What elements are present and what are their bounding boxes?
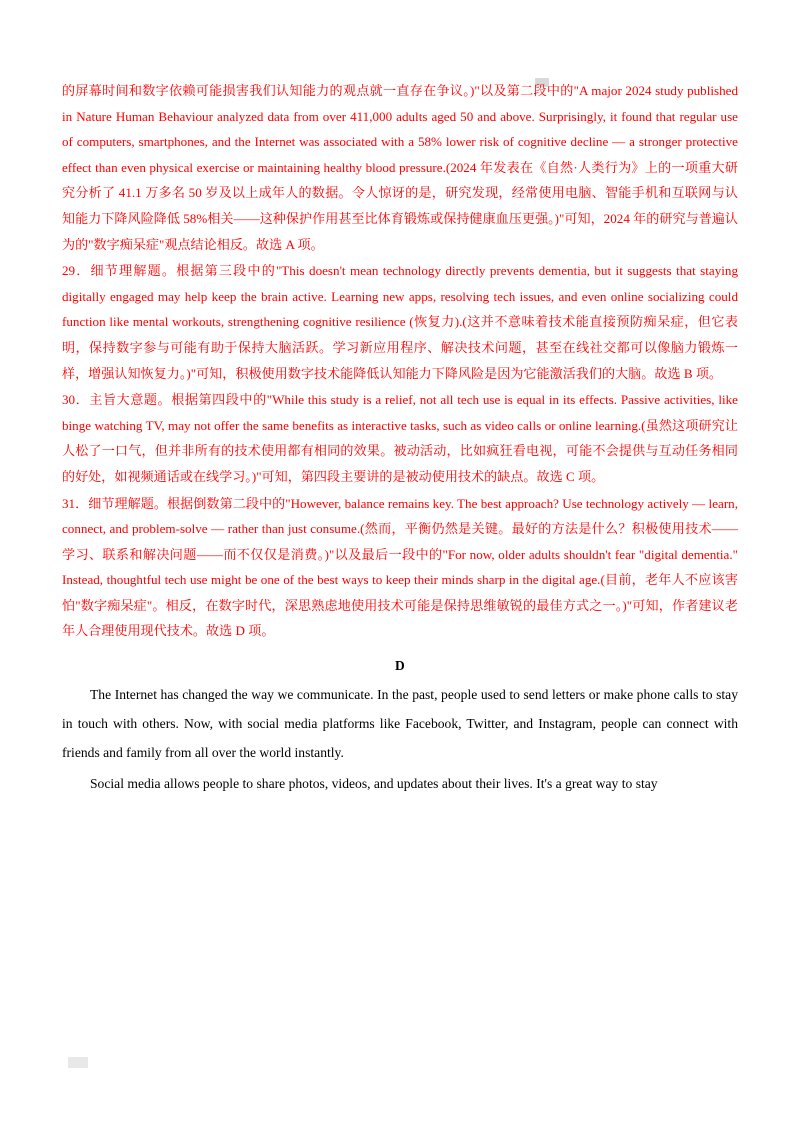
explanation-paragraph-31: 31．细节理解题。根据倒数第二段中的"However, balance remains key. The best approach? Use technology actively — learn, connect, and problem-solve — rather than just consume.(然而，平衡仍然是关键。最好的方法是什么？积极使用技术——学习、联系和解决问题——而不仅仅是消费。)"以及最后一段中的"For now, older adults shouldn't fear "digital dementia." Instead, thoughtful tech use might be one of the best ways to keep their minds sharp in the digital age.(目前，老年人不应该害怕"数字痴呆症"。相反，在数字时代，深思熟虑地使用技术可能是保持思维敏锐的最佳方式之一。)"可知，作者建议老年人合理使用现代技术。故选 D 项。 — [62, 495, 738, 639]
passage-paragraph-1: The Internet has changed the way we communicate. In the past, people used to send letters or make phone calls to stay in touch with others. Now, with social media platforms like Facebook, Twitter, and Instagram, people can connect with friends and family from all over the world instantly. — [62, 687, 738, 761]
passage-section-label: D — [394, 658, 406, 674]
footer-marker — [68, 1057, 88, 1068]
passage-paragraph-2: Social media allows people to share photos, videos, and updates about their lives. It's a great way to stay — [90, 776, 658, 792]
explanation-paragraph-29: 29．细节理解题。根据第三段中的"This doesn't mean technology directly prevents dementia, but it suggests that staying digitally engaged may help keep the brain active. Learning new apps, resolving tech issues, and even online socializing could function like mental workouts, strengthening cognitive resilience (恢复力).(这并不意味着技术能直接预防痴呆症，但它表明，保持数字参与可能有助于保持大脑活跃。学习新应用程序、解决技术问题，甚至在线社交都可以像脑力锻炼一样，增强认知恢复力。)"可知，积极使用数字技术能降低认知能力下降风险是因为它能激活我们的大脑。故选 B 项。 — [62, 263, 738, 381]
explanation-paragraph-30: 30．主旨大意题。根据第四段中的"While this study is a relief, not all tech use is equal in its effects. Passive activities, like binge watching TV, may not offer the same benefits as interactive tasks, such as video calls or online learning.(虽然这项研究让人松了一口气，但并非所有的技术使用都有相同的效果。被动活动，比如疯狂看电视，可能不会提供与互动任务相同的好处，如视频通话或在线学习。)"可知，第四段主要讲的是被动使用技术的缺点。故选 C 项。 — [62, 392, 738, 484]
explanation-paragraph-28: 的屏幕时间和数字依赖可能损害我们认知能力的观点就一直存在争议。)"以及第二段中的"A major 2024 study published in Nature Human Behaviour analyzed data from over 411,000 adults aged 50 and above. Surprisingly, it found that regular use of computers, smartphones, and the Internet was associated with a 58% lower risk of cognitive decline — a stronger protective effect than even physical exercise or maintaining healthy blood pressure.(2024 年发表在《自然·人类行为》上的一项重大研究分析了 41.1 万多名 50 岁及以上成年人的数据。令人惊讶的是，研究发现，经常使用电脑、智能手机和互联网与认知能力下降风险降低 58%相关——这种保护作用甚至比体育锻炼或保持健康血压更强。)"可知，2024 年的研究与普遍认为的"数字痴呆症"观点结论相反。故选 A 项。 — [62, 83, 738, 252]
answer-sheet — [62, 78, 738, 1022]
